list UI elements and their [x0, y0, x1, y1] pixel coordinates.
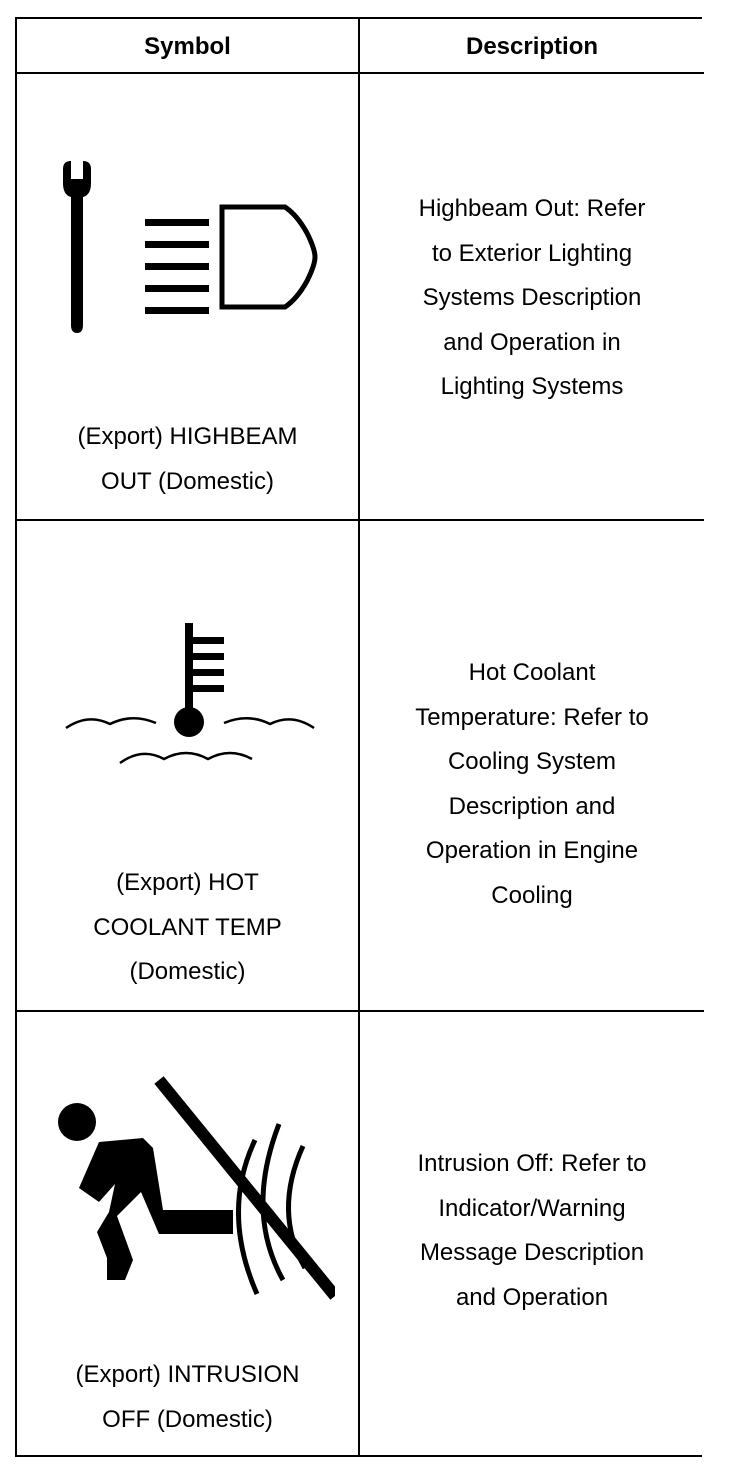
hot-coolant-temp-icon	[62, 621, 317, 771]
intrusion-off-icon	[55, 1062, 335, 1302]
symbol-cell	[17, 1012, 358, 1457]
symbol-cell	[17, 74, 358, 519]
symbol-caption: (Export) HOT COOLANT TEMP (Domestic)	[93, 869, 282, 985]
symbol-cell	[17, 521, 358, 1010]
symbol-description-table	[15, 17, 702, 1457]
symbol-caption: (Export) HIGHBEAM OUT (Domestic)	[77, 423, 298, 495]
table-row	[17, 521, 704, 1010]
symbol-caption: (Export) INTRUSION OFF (Domestic)	[75, 1361, 300, 1433]
description-text: Intrusion Off: Refer to Indicator/Warning Message Description and Operation	[417, 1150, 647, 1311]
table-row	[17, 1012, 704, 1457]
description-text: Hot Coolant Temperature: Refer to Cooling System Description and Operation in Engine Cooling	[415, 659, 649, 909]
description-text: Highbeam Out: Refer to Exterior Lighting Systems Description and Operation in Lighting Systems	[418, 195, 646, 400]
description-cell	[360, 521, 704, 1010]
symbol-column-header: Symbol	[144, 32, 231, 60]
description-cell	[360, 74, 704, 519]
description-column-header: Description	[465, 32, 599, 60]
table-row	[17, 74, 704, 519]
highbeam-out-icon	[57, 159, 327, 339]
description-cell	[360, 1012, 704, 1457]
